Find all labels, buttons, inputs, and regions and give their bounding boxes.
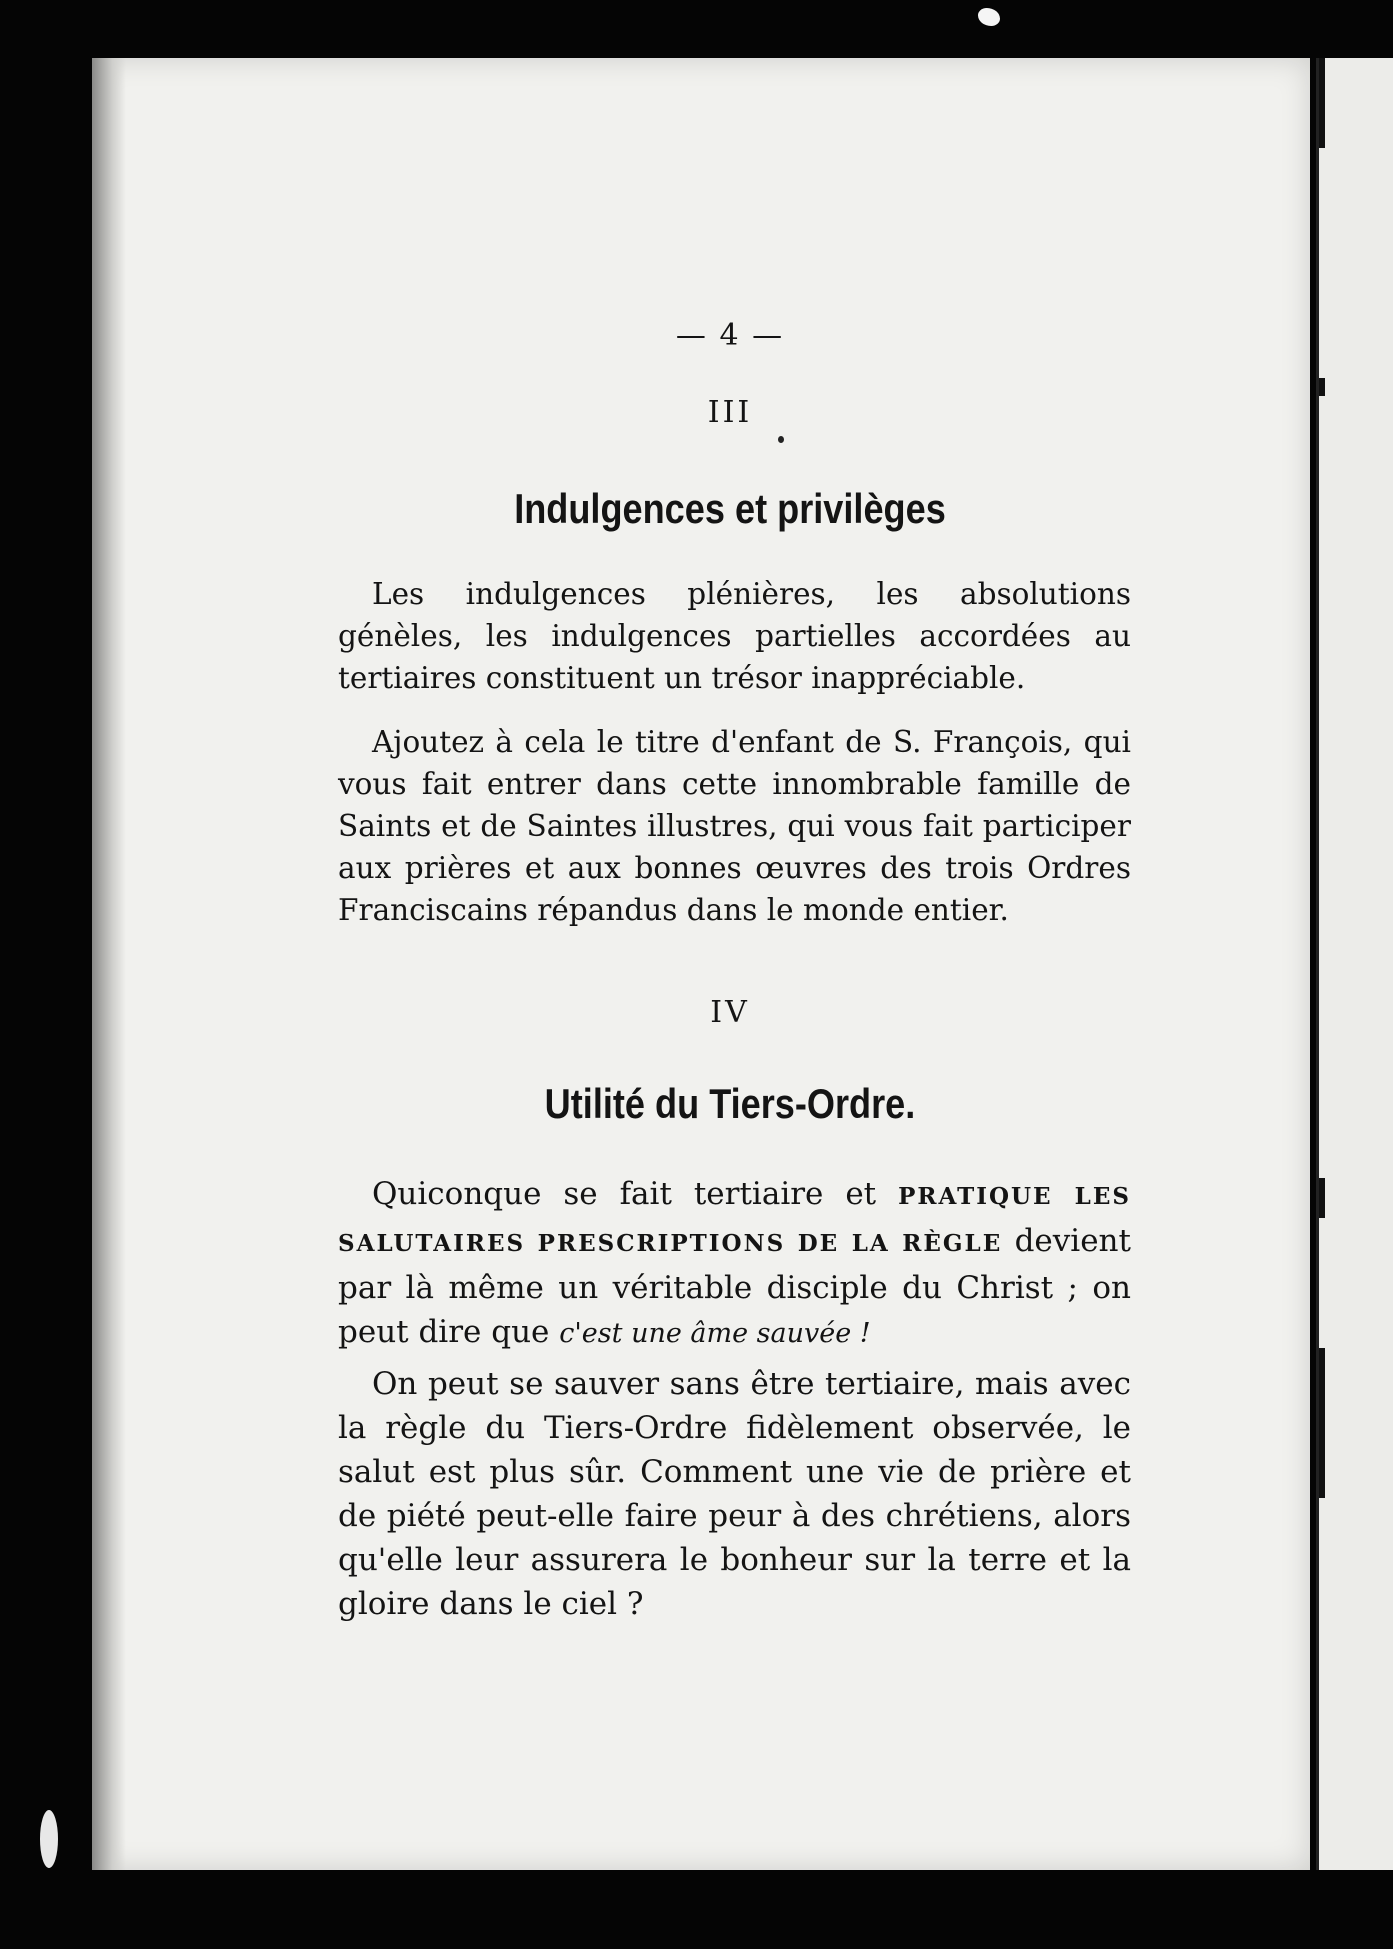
section-numeral: IV [710,995,750,1030]
ink-speck [778,436,784,443]
page-number: — 4 — [675,318,785,353]
italic-text: c'est une âme sauvée ! [559,1318,871,1349]
section-numeral: III [707,395,753,430]
paragraph-text: Quiconque se fait tertiaire et [372,1176,899,1212]
section-heading: Indulgences et privilèges [514,485,946,532]
small-caps-text: PRATIQUE LES SALUTAIRES PRESCRIPTIONS DE LA RÈGLE [338,1183,1131,1257]
section-heading: Utilité du Tiers-Ordre. [544,1080,916,1127]
paragraph: Les indulgences plénières, les absolutions génèles, les indulgences partielles accordées au tertiaires constituent un trésor inappréciable. [338,577,1131,695]
paragraph: Ajoutez à cela le titre d'enfant de S. François, qui vous fait entrer dans cette innombrable famille de Saints et de Saintes illustres, qui vous fait participer aux prières et aux bonnes œuvres des trois Ordres Franciscains répandus dans le monde entier. [338,725,1131,927]
paragraph-text: devient par là même un véritable disciple du Christ ; on peut dire que [338,1223,1131,1350]
paragraph: On peut se sauver sans être tertiaire, mais avec la règle du Tiers-Ordre fidèlement observée, le salut est plus sûr. Comment une vie de prière et de piété peut-elle faire peur à des chrétiens, alors qu'elle leur assurera le bonheur sur la terre et la gloire dans le ciel ? [338,1366,1131,1622]
paragraph [338,1172,1131,1356]
